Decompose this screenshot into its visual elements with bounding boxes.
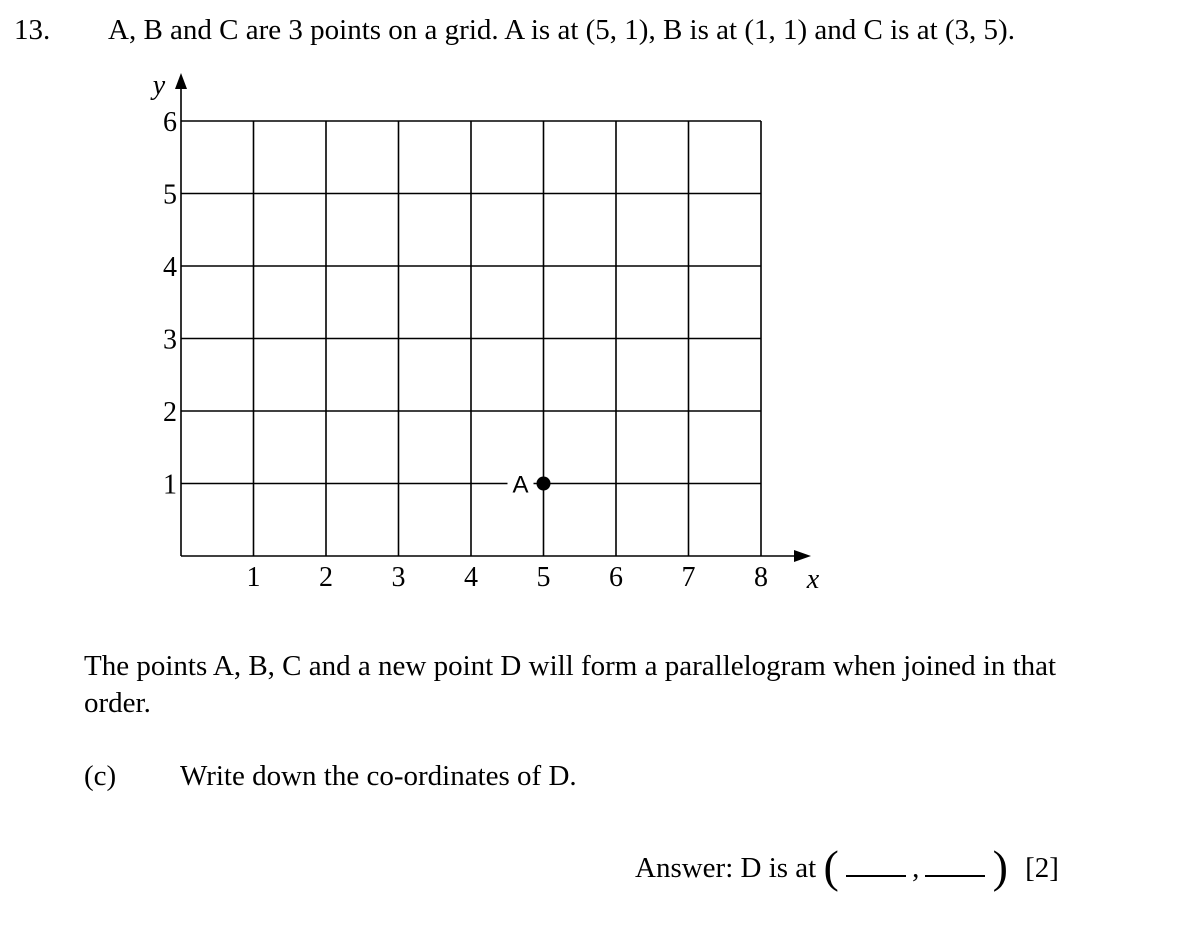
- x-tick-label: 5: [536, 562, 551, 593]
- answer-blank-y[interactable]: [925, 853, 985, 877]
- point-marker: [537, 477, 551, 491]
- x-tick-label: 8: [754, 562, 768, 593]
- y-tick-label: 2: [163, 397, 177, 428]
- part-label: (c): [84, 760, 117, 792]
- close-parenthesis: ): [992, 841, 1008, 892]
- part-text: Write down the co-ordinates of D.: [180, 760, 577, 792]
- y-tick-label: 5: [163, 179, 177, 211]
- question-number: 13.: [14, 14, 51, 46]
- question-paragraph: The points A, B, C and a new point D will form a parallelogram when joined in that order.: [84, 650, 1057, 719]
- marks-label: [2]: [1025, 852, 1059, 884]
- open-parenthesis: (: [823, 841, 839, 892]
- y-tick-label: 3: [163, 324, 177, 356]
- x-tick-label: 4: [464, 562, 478, 593]
- x-tick-label: 1: [246, 562, 261, 593]
- answer-separator: ,: [912, 852, 920, 884]
- x-tick-label: 3: [391, 562, 406, 593]
- x-tick-label: 6: [609, 562, 623, 593]
- y-tick-label: 6: [163, 107, 177, 138]
- x-axis-arrowhead: [794, 550, 811, 562]
- point-label: A: [512, 471, 529, 499]
- x-tick-label: 2: [319, 562, 333, 593]
- answer-blank-x[interactable]: [846, 853, 906, 877]
- answer-prefix: Answer: D is at: [635, 852, 817, 884]
- x-tick-label: 7: [681, 562, 696, 593]
- answer-line: [635, 840, 1059, 893]
- y-tick-label: 4: [163, 252, 177, 283]
- y-axis-arrowhead: [175, 73, 187, 89]
- y-tick-label: 1: [163, 469, 177, 501]
- y-axis-label: y: [152, 70, 166, 101]
- x-axis-label: x: [806, 564, 820, 595]
- question-stem: A, B and C are 3 points on a grid. A is at (5, 1), B is at (1, 1) and C is at (3, 5).: [108, 14, 1015, 46]
